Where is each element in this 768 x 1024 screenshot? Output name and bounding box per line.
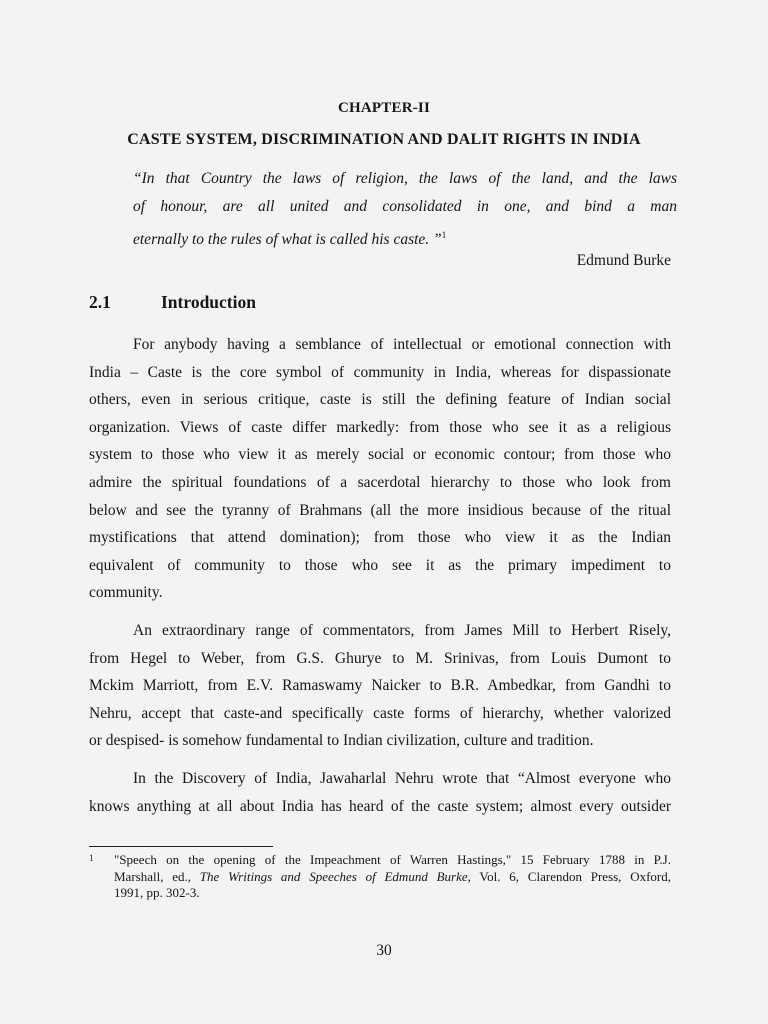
text-line: India – Caste is the core symbol of community in India, whereas for dispassionate [89,363,671,381]
chapter-label: CHAPTER-II [337,100,430,116]
chapter-title: CASTE SYSTEM, DISCRIMINATION AND DALIT RIGHTS IN INDIA [127,131,641,148]
footnote-text [114,852,671,902]
text-line: knows anything at all about India has heard of the caste system; almost every outsider [89,797,671,815]
footnote-line [114,869,671,886]
text-line: In the Discovery of India, Jawaharlal Nehru wrote that “Almost everyone who [133,770,671,787]
footnote-line: 1991, pp. 302-3. [114,885,200,900]
paragraph [89,765,671,820]
text-line: Mckim Marriott, from E.V. Ramaswamy Naicker to B.R. Ambedkar, from Gandhi to [89,677,671,695]
footnote-line-suffix: , Vol. 6, Clarendon Press, Oxford, [467,868,672,884]
epigraph-line-last [133,221,677,254]
text-line: Nehru, accept that caste-and specifically caste forms of hierarchy, whether valorized [89,704,671,722]
text-line: For anybody having a semblance of intellectual or emotional connection with [133,336,671,353]
text-line: community. [89,584,163,602]
section-number: 2.1 [89,292,111,312]
footnote-line: "Speech on the opening of the Impeachment of Warren Hastings," 15 February 1788 in P.J. [114,852,671,867]
text-line: admire the spiritual foundations of a sacerdotal hierarchy to those who look from [89,473,671,491]
epigraph-line-text: eternally to the rules of what is called his caste. ” [133,231,442,249]
text-line: mystifications that attend domination); from those who view it as the Indian [89,529,671,547]
footnote-divider [89,846,273,847]
text-line: below and see the tyranny of Brahmans (all the more insidious because of the ritual [89,501,671,519]
text-line: equivalent of community to those who see it as the primary impediment to [89,556,671,574]
footnote-line-prefix: Marshall, ed., [114,868,200,884]
epigraph-line: “In that Country the laws of religion, the laws of the land, and the laws [133,170,677,187]
text-line: or despised- is somehow fundamental to Indian civilization, culture and tradition. [89,732,594,750]
paragraph [89,331,671,607]
text-line: others, even in serious critique, caste is still the defining feature of Indian social [89,391,671,409]
epigraph-quote [133,165,677,254]
text-line: system to those who view it as merely social or economic contour; from those who [89,446,671,464]
text-line: An extraordinary range of commentators, from James Mill to Herbert Risely, [133,622,671,639]
footnote [89,852,671,902]
epigraph-author: Edmund Burke [576,252,671,269]
footnote-reference[interactable]: 1 [441,230,447,240]
footnote-marker: 1 [89,853,94,863]
text-line: organization. Views of caste differ markedly: from those who see it as a religious [89,418,671,436]
paragraph [89,617,671,755]
epigraph-line: of honour, are all united and consolidated in one, and bind a man [133,198,677,215]
section-heading [89,292,256,313]
section-title: Introduction [161,292,256,312]
footnote-book-title: The Writings and Speeches of Edmund Burke [199,868,468,884]
text-line: from Hegel to Weber, from G.S. Ghurye to M. Srinivas, from Louis Dumont to [89,649,671,667]
page-number: 30 [376,942,392,959]
